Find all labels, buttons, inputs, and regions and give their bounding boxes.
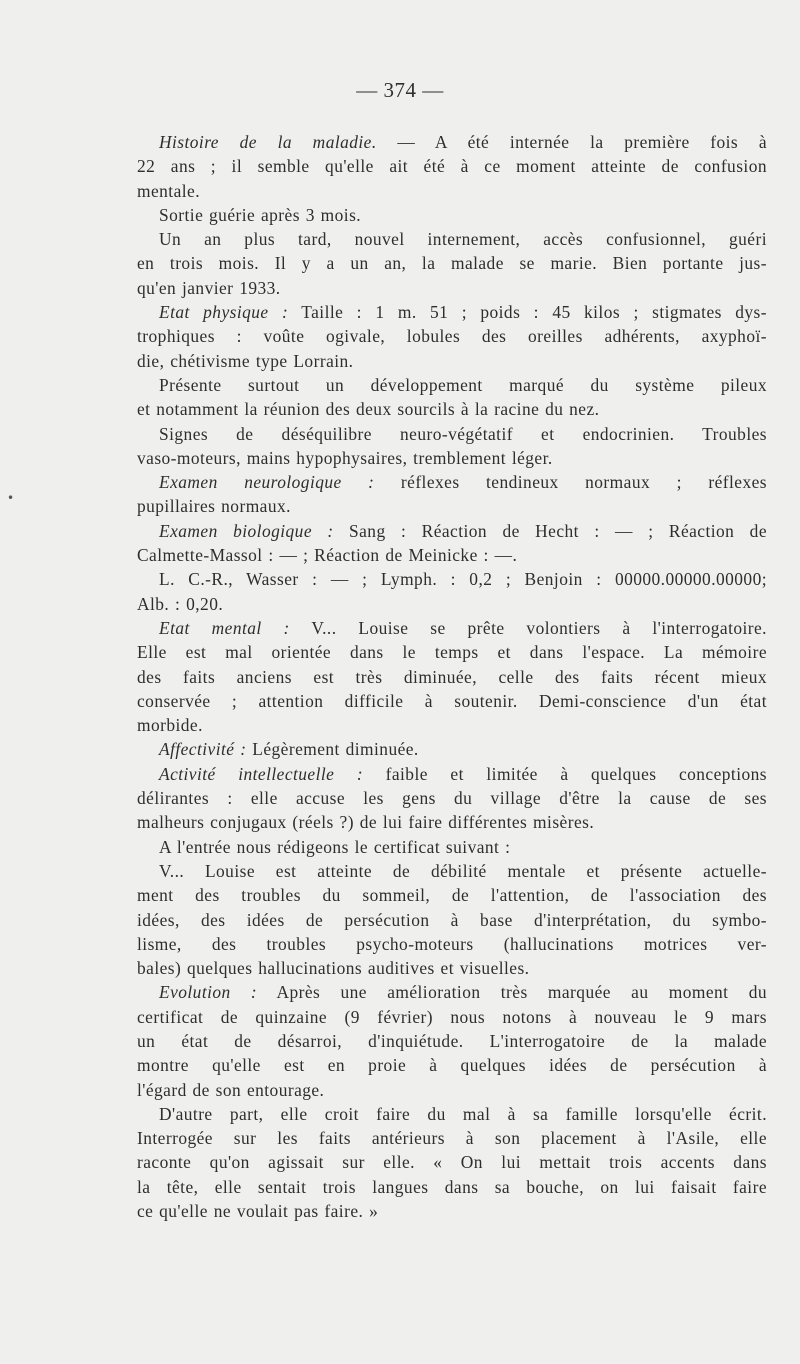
- text-line: [137, 203, 767, 227]
- line-text: D'autre part, elle croit faire du mal à sa famille lorsqu'elle écrit.: [159, 1103, 767, 1124]
- line-text: malheurs conjugaux (réels ?) de lui faire différentes misères.: [137, 812, 595, 833]
- line-text: Sang : Réaction de Hecht : — ; Réaction de: [333, 520, 768, 541]
- text-line: [137, 883, 767, 907]
- text-line: [137, 932, 767, 956]
- text-line: [137, 616, 767, 640]
- line-text: 22 ans ; il semble qu'elle ait été à ce moment atteinte de confusion: [137, 156, 767, 177]
- line-text: trophiques : voûte ogivale, lobules des oreilles adhérents, axyphoï-: [137, 326, 767, 347]
- text-line: [137, 859, 767, 883]
- section-heading: Evolution :: [159, 982, 258, 1003]
- text-line: [137, 1053, 767, 1077]
- text-line: [137, 397, 767, 421]
- text-line: [137, 1199, 767, 1223]
- text-line: [137, 494, 767, 518]
- line-text: un état de désarroi, d'inquiétude. L'interrogatoire de la malade: [137, 1030, 767, 1051]
- line-text: des faits anciens est très diminuée, celle des faits récent mieux: [137, 666, 767, 687]
- text-line: [137, 1126, 767, 1150]
- line-text: Un an plus tard, nouvel internement, accès confusionnel, guéri: [159, 229, 767, 250]
- line-text: V... Louise est atteinte de débilité mentale et présente actuelle-: [159, 860, 767, 881]
- page-number: — 374 —: [356, 78, 444, 102]
- section-heading: Etat physique :: [159, 302, 289, 323]
- line-text: la tête, elle sentait trois langues dans sa bouche, on lui faisait faire: [137, 1176, 767, 1197]
- text-line: [137, 592, 767, 616]
- text-line: [137, 543, 767, 567]
- line-text: V... Louise se prête volontiers à l'interrogatoire.: [289, 617, 767, 638]
- text-line: [137, 154, 767, 178]
- text-line: [137, 179, 767, 203]
- text-line: [137, 324, 767, 348]
- section-heading: Activité intellectuelle :: [159, 763, 364, 784]
- text-line: [137, 1102, 767, 1126]
- line-text: Taille : 1 m. 51 ; poids : 45 kilos ; stigmates dys-: [288, 302, 767, 323]
- line-text: morbide.: [137, 715, 203, 736]
- line-text: l'égard de son entourage.: [137, 1079, 325, 1100]
- line-text: Interrogée sur les faits antérieurs à son placement à l'Asile, elle: [137, 1128, 767, 1149]
- text-line: [137, 762, 767, 786]
- section-heading: Affectivité :: [159, 739, 247, 760]
- text-line: [137, 835, 767, 859]
- line-text: réflexes tendineux normaux ; réflexes: [374, 472, 767, 493]
- text-line: [137, 640, 767, 664]
- section-heading: Etat mental :: [159, 617, 290, 638]
- text-line: [137, 446, 767, 470]
- line-text: raconte qu'on agissait sur elle. « On lui mettait trois accents dans: [137, 1152, 767, 1173]
- line-text: délirantes : elle accuse les gens du village d'être la cause de ses: [137, 788, 767, 809]
- line-text: qu'en janvier 1933.: [137, 277, 281, 298]
- line-text: vaso-moteurs, mains hypophysaires, tremblement léger.: [137, 447, 553, 468]
- text-line: [137, 130, 767, 154]
- text-line: [137, 1150, 767, 1174]
- text-line: [137, 908, 767, 932]
- line-text: ce qu'elle ne voulait pas faire. »: [137, 1201, 379, 1222]
- line-text: conservée ; attention difficile à soutenir. Demi-conscience d'un état: [137, 690, 767, 711]
- text-line: [137, 470, 767, 494]
- section-heading: Examen biologique :: [159, 520, 334, 541]
- text-line: [137, 276, 767, 300]
- text-line: [137, 519, 767, 543]
- line-text: ment des troubles du sommeil, de l'attention, de l'association des: [137, 885, 767, 906]
- text-line: [137, 373, 767, 397]
- text-line: [137, 689, 767, 713]
- text-line: [137, 665, 767, 689]
- line-text: Sortie guérie après 3 mois.: [159, 204, 362, 225]
- text-line: [137, 422, 767, 446]
- line-text: die, chétivisme type Lorrain.: [137, 350, 354, 371]
- line-text: Elle est mal orientée dans le temps et dans l'espace. La mémoire: [137, 642, 767, 663]
- text-line: [137, 1005, 767, 1029]
- text-line: [137, 1175, 767, 1199]
- section-heading: Examen neurologique :: [159, 472, 375, 493]
- line-text: Présente surtout un développement marqué du système pileux: [159, 374, 767, 395]
- text-line: [137, 251, 767, 275]
- line-text: lisme, des troubles psycho-moteurs (hallucinations motrices ver-: [137, 933, 767, 954]
- line-text: mentale.: [137, 180, 200, 201]
- text-line: [137, 956, 767, 980]
- line-text: bales) quelques hallucinations auditives et visuelles.: [137, 958, 530, 979]
- line-text: pupillaires normaux.: [137, 496, 291, 517]
- text-line: [137, 567, 767, 591]
- text-line: [137, 349, 767, 373]
- text-line: [137, 1029, 767, 1053]
- line-text: Alb. : 0,20.: [137, 593, 224, 614]
- margin-mark: •: [7, 491, 15, 505]
- text-line: [137, 737, 767, 761]
- text-line: [137, 300, 767, 324]
- text-line: [137, 227, 767, 251]
- text-line: [137, 713, 767, 737]
- line-text: et notamment la réunion des deux sourcils à la racine du nez.: [137, 399, 600, 420]
- line-text: idées, des idées de persécution à base d'interprétation, du symbo-: [137, 909, 767, 930]
- text-line: [137, 786, 767, 810]
- line-text: — A été internée la première fois à: [376, 132, 767, 152]
- line-text: montre qu'elle est en proie à quelques idées de persécution à: [137, 1055, 767, 1076]
- line-text: Légèrement diminuée.: [246, 739, 419, 760]
- line-text: L. C.-R., Wasser : — ; Lymph. : 0,2 ; Benjoin : 00000.00000.00000;: [159, 569, 767, 590]
- line-text: certificat de quinzaine (9 février) nous notons à nouveau le 9 mars: [137, 1006, 767, 1027]
- text-line: [137, 1078, 767, 1102]
- text-line: [137, 810, 767, 834]
- line-text: A l'entrée nous rédigeons le certificat suivant :: [159, 836, 511, 857]
- section-heading: Histoire de la maladie.: [159, 132, 377, 152]
- line-text: Après une amélioration très marquée au moment du: [257, 982, 767, 1003]
- text-line: [137, 980, 767, 1004]
- line-text: Signes de déséquilibre neuro-végétatif et endocrinien. Troubles: [159, 423, 767, 444]
- line-text: en trois mois. Il y a un an, la malade se marie. Bien portante jus-: [137, 253, 767, 274]
- line-text: faible et limitée à quelques conceptions: [363, 763, 767, 784]
- line-text: Calmette-Massol : — ; Réaction de Meinicke : —.: [137, 545, 518, 566]
- body-text: [137, 130, 767, 1223]
